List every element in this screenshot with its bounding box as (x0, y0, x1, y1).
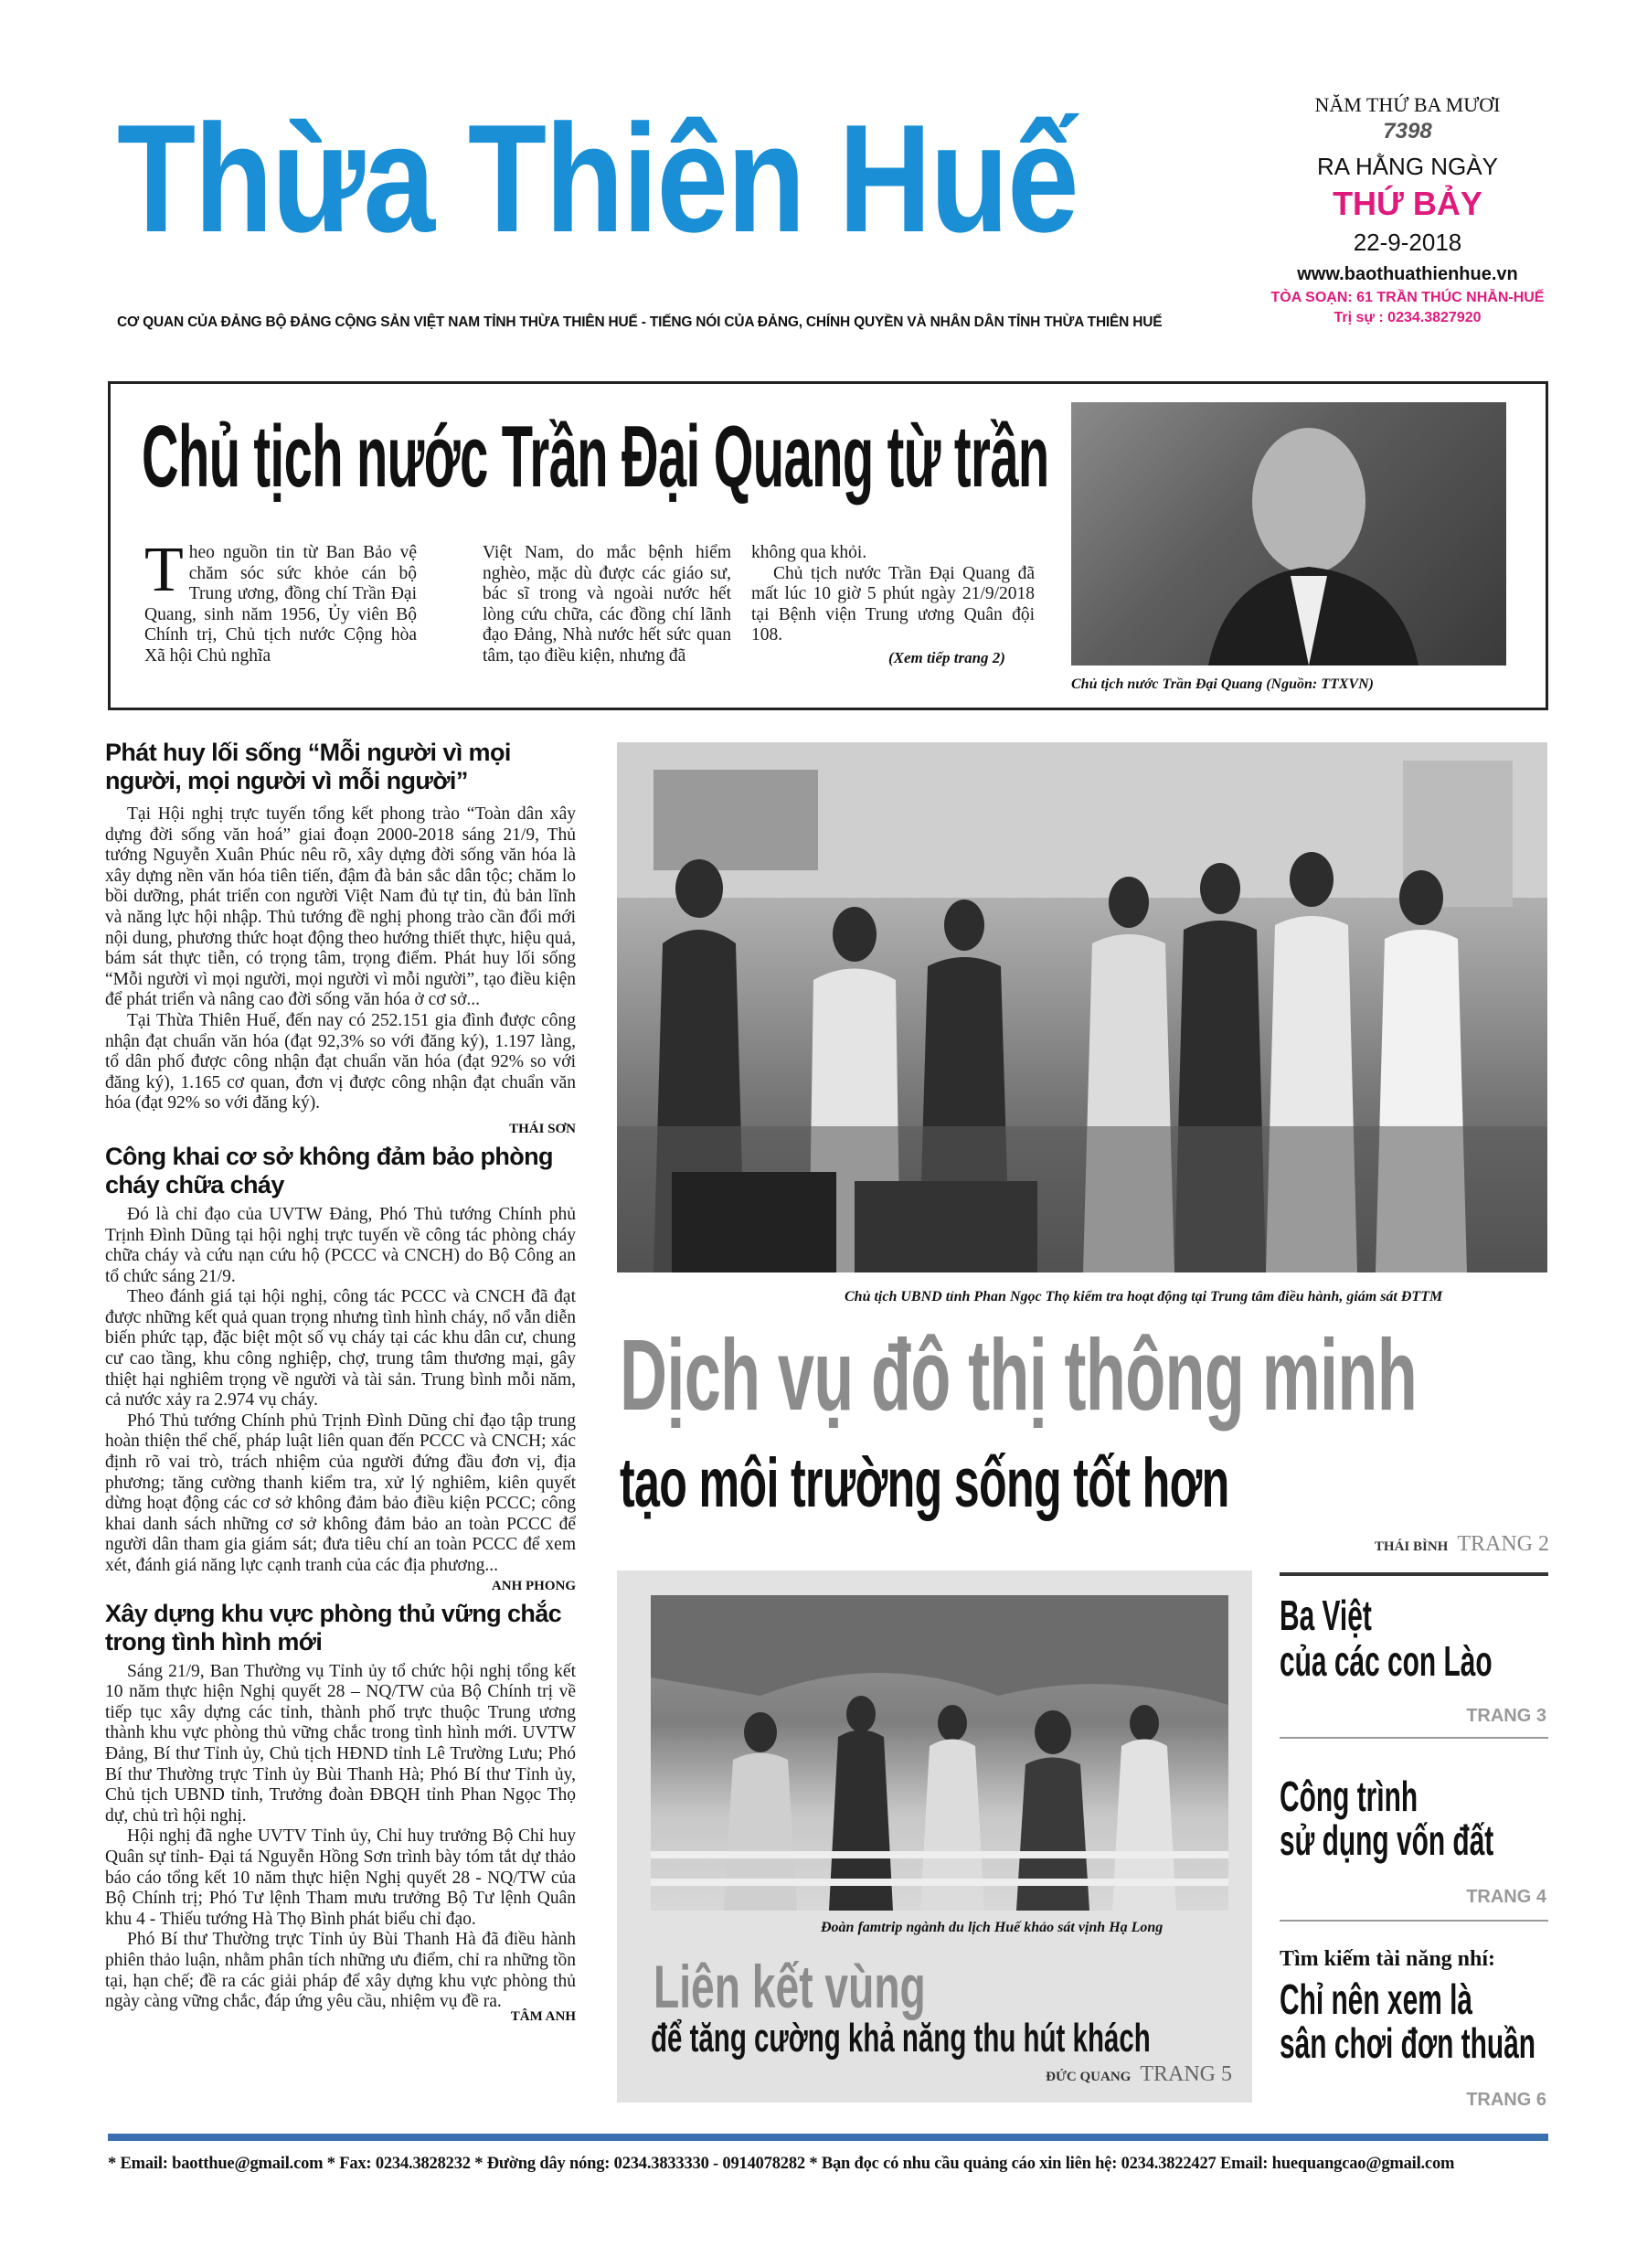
teaser-2-line-2[interactable]: sử dụng vốn đất (1280, 1816, 1494, 1864)
article-1-headline[interactable]: Phát huy lối sống “Mỗi người vì mọi người, mọi người vì mỗi người” (105, 739, 511, 794)
tourism-photo-caption: Đoàn famtrip ngành du lịch Huế khảo sát vịnh Hạ Long (821, 1920, 1164, 1935)
footer-contacts: * Email: baotthue@gmail.com * Fax: 0234.3828232 * Đường dây nóng: 0234.3833330 - 0914078282 * Bạn đọc có nhu cầu quảng cáo xin liên hệ: 0234.3822427 Email: huequangcao@gmail.com (108, 2155, 1455, 2173)
teaser-rule-1 (1280, 1572, 1548, 1576)
left-column (105, 739, 576, 2025)
tourism-headline[interactable]: Liên kết vùng (653, 1953, 926, 2020)
article-2-headline[interactable]: Công khai cơ sở không đảm bảo phòng cháy chữa cháy (105, 1142, 553, 1198)
tourism-page[interactable]: TRANG 5 (1140, 2062, 1232, 2086)
issue-number: 7398 (1383, 119, 1432, 144)
tourism-subheadline[interactable]: để tăng cường khả năng thu hút khách (651, 2016, 1151, 2060)
article-1-byline: THÁI SƠN (509, 1121, 576, 1136)
weekday: THỨ BẢY (1333, 185, 1482, 222)
feature-headline[interactable]: Dịch vụ đô thị thông minh (620, 1319, 1418, 1432)
lead-col-1: Theo nguồn tin từ Ban Bảo vệ chăm sóc sức khỏe cán bộ Trung ương, đồng chí Trần Đại Quang, sinh năm 1956, Ủy viên Bộ Chính trị, Chủ tịch nước Cộng hòa Xã hội Chủ nghĩa (144, 535, 417, 665)
teaser-3-line-1[interactable]: Chỉ nên xem là (1280, 1975, 1473, 2023)
lead-col-2: Việt Nam, do mắc bệnh hiểm nghèo, mặc dù được các giáo sư, bác sĩ trong và ngoài nước hết lòng cứu chữa, các đồng chí lãnh đạo Đảng, Nhà nước hết sức quan tâm, tạo điều kiện, nhưng đã (483, 543, 731, 665)
teaser-3-page[interactable]: TRANG 6 (1466, 2090, 1546, 2110)
teaser-1-line-2[interactable]: của các con Lào (1280, 1637, 1493, 1685)
frequency: RA HẰNG NGÀY (1317, 153, 1498, 180)
teaser-2-page[interactable]: TRANG 4 (1466, 1887, 1546, 1907)
feature-photo-caption: Chủ tịch UBND tỉnh Phan Ngọc Thọ kiểm tra hoạt động tại Trung tâm điều hành, giám sát ĐTTM (845, 1289, 1443, 1304)
lead-headline[interactable]: Chủ tịch nước Trần Đại Quang từ trần (142, 408, 1049, 506)
office-phone: Trị sự : 0234.3827920 (1334, 310, 1482, 325)
website[interactable]: www.baothuathienhue.vn (1297, 264, 1518, 284)
feature-subheadline[interactable]: tạo môi trường sống tốt hơn (620, 1444, 1229, 1522)
tourism-credit (996, 2062, 1232, 2087)
feature-photo (617, 742, 1547, 1272)
article-3-headline[interactable]: Xây dựng khu vực phòng thủ vững chắc trong tình hình mới (105, 1599, 562, 1656)
article-1-body: Tại Hội nghị trực tuyến tổng kết phong trào “Toàn dân xây dựng đời sống văn hoá” giai đoạn 2000-2018 sáng 21/9, Thủ tướng Nguyễn Xuân Phúc nêu rõ, xây dựng đời sống văn hóa là xây dựng nền văn hóa tiên tiến, đậm đà bản sắc dân tộc; chăm lo bồi dưỡng, phát triển con người Việt Nam đủ tự tin, đủ bản lĩnh và năng lực hội nhập. Thủ tướng đề nghị phong trào cần đổi mới nội dung, phương thức hoạt động theo hướng thiết thực, hiệu quả, bám sát thực tiễn, có trọng tâm, trọng điểm. Phát huy lối sống “Mỗi người vì mọi người, mọi người vì mỗi người”, tạo điều kiện để phát triển và nâng cao đời sống văn hóa ở cơ sở... Tại Thừa Thiên Huế, đến nay có 252.151 gia đình được công nhận đạt chuẩn văn hóa (đạt 92,3% so với đăng ký), 1.197 làng, tổ dân phố được công nhận đạt chuẩn văn hóa (đạt 92% so với đăng ký), 1.165 cơ quan, đơn vị được công nhận đạt chuẩn văn hóa (đạt 92% so với đăng ký). (105, 804, 576, 1113)
tourism-author: ĐỨC QUANG (1046, 2070, 1132, 2084)
portrait-caption: Chủ tịch nước Trần Đại Quang (Nguồn: TTXVN) (1071, 676, 1374, 692)
teaser-rule-3 (1280, 1920, 1548, 1922)
teaser-1-line-1[interactable]: Ba Việt (1280, 1592, 1372, 1639)
article-3-byline: TÂM ANH (510, 2008, 576, 2024)
lead-col-3: không qua khỏi. Chủ tịch nước Trần Đại Quang đã mất lúc 10 giờ 5 phút ngày 21/9/2018 tại Bệnh viện Trung ương Quân đội 108. (751, 543, 1035, 645)
feature-page[interactable]: TRANG 2 (1457, 1532, 1549, 1556)
feature-author: THÁI BÌNH (1374, 1539, 1449, 1554)
teaser-2-line-1[interactable]: Công trình (1280, 1773, 1419, 1820)
masthead-subtitle: CƠ QUAN CỦA ĐẢNG BỘ ĐẢNG CỘNG SẢN VIỆT NAM TỈNH THỪA THIÊN HUẾ - TIẾNG NÓI CỦA ĐẢNG, CHÍNH QUYỀN VÀ NHÂN DÂN TỈNH THỪA THIÊN HUẾ (117, 314, 1163, 330)
office-address: TÒA SOẠN: 61 TRẦN THÚC NHẪN-HUẾ (1270, 290, 1545, 305)
article-2-body: Đó là chỉ đạo của UVTW Đảng, Phó Thủ tướng Chính phủ Trịnh Đình Dũng tại hội nghị trực tuyến về công tác phòng cháy chữa cháy và cứu nạn cứu hộ (PCCC và CNCH) do Bộ Công an tổ chức sáng 21/9. Theo đánh giá tại hội nghị, công tác PCCC và CNCH đã đạt được những kết quả quan trọng nhưng tình hình cháy, nổ vẫn diễn biến phức tạp, đặc biệt một số vụ cháy tại các khu dân cư, chung cư cao tầng, khu công nghiệp, chợ, trung tâm thương mại, gây thiệt hại nghiêm trọng về người và tài sản. Trung bình mỗi năm, cả nước xảy ra 2.974 vụ cháy. Phó Thủ tướng Chính phủ Trịnh Đình Dũng chỉ đạo tập trung hoàn thiện thể chế, pháp luật liên quan đến PCCC và CNCH; xác định rõ vai trò, trách nhiệm của người đứng đầu đơn vị, địa phương; tăng cường thanh kiểm tra, xử lý nghiêm, kiên quyết dừng hoạt động các cơ sở không đảm bảo điều kiện PCCC; công khai danh sách những cơ sở không đảm bảo an toàn PCCC để người dân tham gia giám sát; đưa tiêu chí an toàn PCCC để xem xét, đánh giá năng lực cạnh tranh của các địa phương... (105, 1204, 576, 1575)
issue-date: 22-9-2018 (1353, 229, 1462, 256)
teaser-3-line-2[interactable]: sân chơi đơn thuần (1280, 2019, 1536, 2067)
feature-credit (1334, 1532, 1549, 1557)
year-label: NĂM THỨ BA MƯƠI (1314, 93, 1501, 116)
tourism-photo (651, 1595, 1228, 1911)
newspaper-title: Thừa Thiên Huế (117, 92, 1078, 264)
teaser-3-kicker: Tìm kiếm tài năng nhí: (1280, 1947, 1496, 1971)
article-2-byline: ANH PHONG (491, 1578, 576, 1593)
drop-cap: T (144, 535, 184, 605)
footer-rule (108, 2134, 1548, 2141)
teaser-1-page[interactable]: TRANG 3 (1466, 1706, 1546, 1726)
president-portrait (1071, 402, 1506, 665)
lead-continue-link[interactable]: (Xem tiếp trang 2) (888, 649, 1005, 666)
article-3-body: Sáng 21/9, Ban Thường vụ Tỉnh ủy tổ chức hội nghị tổng kết 10 năm thực hiện Nghị quyết 28 – NQ/TW của Bộ Chính trị về tiếp tục xây dựng các tỉnh, thành phố trực thuộc Trung ương thành khu vực phòng thủ vững chắc trong tình hình mới. UVTW Đảng, Bí thư Tỉnh ủy, Chủ tịch HĐND tỉnh Lê Trường Lưu; Phó Bí thư Thường trực Tỉnh ủy Bùi Thanh Hà; Phó Bí thư Tỉnh ủy, Chủ tịch UBND tỉnh, Trưởng đoàn ĐBQH tỉnh Phan Ngọc Thọ dự, chủ trì hội nghị. Hội nghị đã nghe UVTV Tỉnh ủy, Chỉ huy trưởng Bộ Chỉ huy Quân sự tỉnh- Đại tá Nguyễn Hồng Sơn trình bày tóm tắt dự thảo báo cáo tổng kết 10 năm thực hiện Nghị quyết 28 - NQ/TW của Bộ Chính trị; Phó Tư lệnh Tham mưu trưởng Bộ Tư lệnh Quân khu 4 - Thiếu tướng Hà Thọ Bình phát biểu chỉ đạo. Phó Bí thư Thường trực Tỉnh ủy Bùi Thanh Hà đã điều hành phiên thảo luận, nhằm phân tích những ưu điểm, chỉ ra những tồn tại, hạn chế; đề ra các giải pháp để xây dựng khu vực phòng thủ ngày càng vững chắc, đáp ứng yêu cầu, nhiệm vụ đề ra. (105, 1661, 576, 2012)
teaser-rule-2 (1280, 1737, 1548, 1739)
masthead-info (1270, 91, 1545, 327)
